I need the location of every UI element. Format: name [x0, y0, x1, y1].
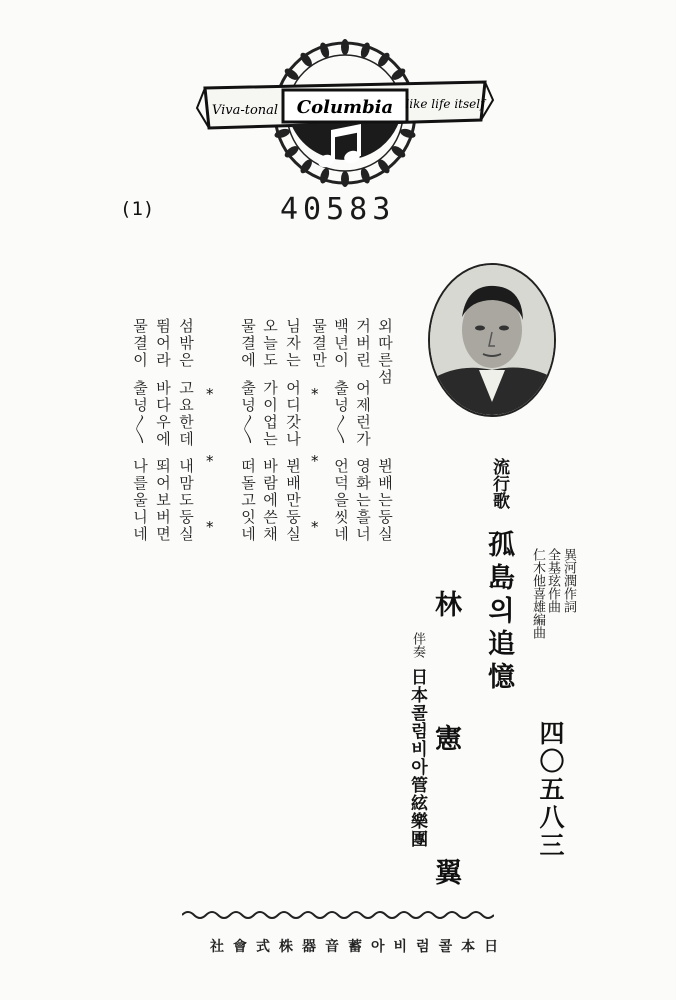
lyric-line: 떠돌고잇네 [239, 458, 257, 543]
catalog-number: 40583 [280, 192, 396, 227]
accompaniment-name: 日本콜럼비아管絃樂團 [407, 668, 427, 848]
verse-separator: * [311, 385, 319, 403]
lyric-line: 출넝〳〵 [131, 380, 149, 446]
lyricist-credit: 異河潤作詞 [561, 548, 576, 613]
lyric-line: 섬밖은 [177, 318, 195, 369]
side-label: (1) [120, 198, 155, 220]
song-genre: 流行歌 [489, 458, 509, 509]
lyric-line: 나를울니네 [131, 458, 149, 543]
arranger-credit: 仁木他喜雄編曲 [530, 548, 545, 639]
brand-name: Columbia [296, 97, 394, 118]
columbia-logo [195, 28, 495, 190]
lyric-line: 뷘배만둥실 [284, 458, 302, 543]
lyric-line: 님자는 [284, 318, 302, 369]
verse-separator: * [206, 518, 214, 536]
lyric-line: 물결만 [310, 318, 328, 369]
lyric-line: 어디갓나 [284, 380, 302, 448]
lyric-line: 고요한데 [177, 380, 195, 448]
lyric-line: 거버린 [354, 318, 372, 369]
lyric-line: 출넝〳〵 [332, 380, 350, 446]
lyric-line: 어제런가 [354, 380, 372, 448]
company-name: 日本콜럼비아蓄音器株式會社 [210, 939, 508, 955]
song-title: 孤島의追憶 [483, 530, 514, 695]
singer-portrait [427, 262, 557, 418]
lyric-line: 뜀어라 [154, 318, 172, 369]
lyric-line: 출넝〳〵 [239, 380, 257, 446]
lyric-line: 가이업는 [261, 380, 279, 448]
lyric-line: 뙤어보버면 [154, 458, 172, 543]
lyric-line: 내맘도둥실 [177, 458, 195, 543]
verse-separator: * [311, 452, 319, 470]
composer-credit: 全基玹作曲 [545, 548, 560, 613]
verse-separator: * [206, 385, 214, 403]
lyric-line: 바람에쓴채 [261, 458, 279, 543]
verse-separator: * [206, 452, 214, 470]
lyric-line: 오늘도 [261, 318, 279, 369]
accompaniment-label: 伴奏 [410, 632, 425, 658]
slogan-right: like life itself [405, 97, 485, 111]
slogan-left: Viva-tonal [211, 103, 279, 118]
lyric-line: 뷘배는둥실 [376, 458, 394, 543]
lyric-line: 물결에 [239, 318, 257, 369]
lyric-line: 물결이 [131, 318, 149, 369]
lyric-line: 영화는흘너 [354, 458, 372, 543]
verse-separator: * [311, 518, 319, 536]
lyric-line: 외따른섬 [376, 318, 394, 386]
lyric-line: 백년이 [332, 318, 350, 369]
singer-name: 林 憲 翼 [430, 590, 461, 925]
catalog-number-kanji: 四〇五八三 [536, 720, 565, 860]
lyric-line: 언덕을씻네 [332, 458, 350, 543]
lyric-line: 바다우에 [154, 380, 172, 448]
wavy-divider [182, 908, 494, 922]
